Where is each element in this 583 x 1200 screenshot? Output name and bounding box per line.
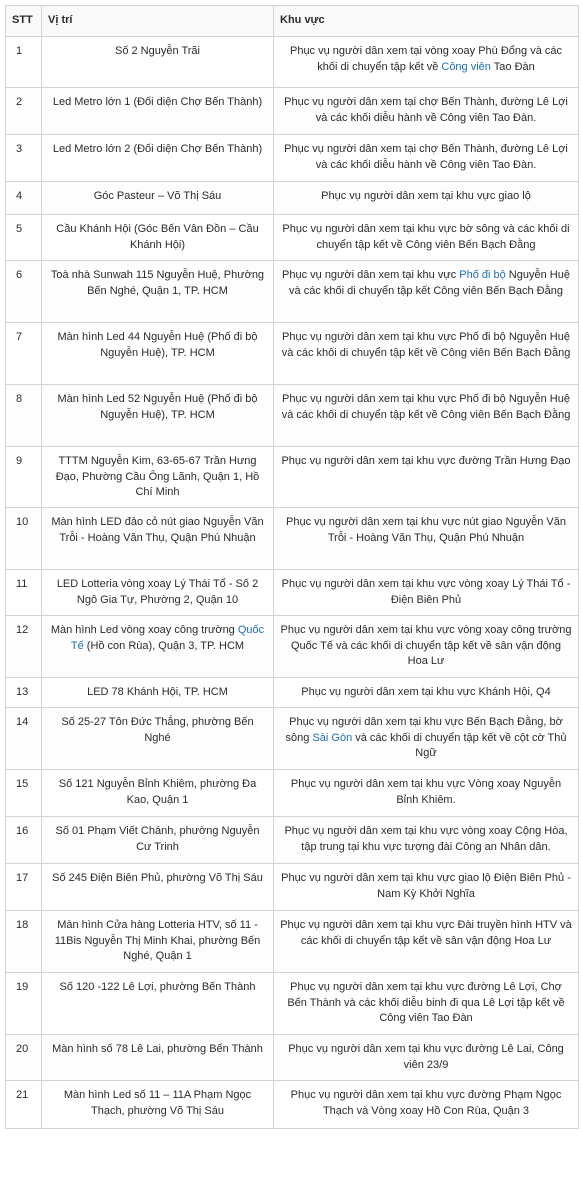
table-row bbox=[6, 385, 579, 447]
table-row bbox=[6, 770, 579, 817]
table-header-row bbox=[6, 6, 579, 37]
table-row bbox=[6, 817, 579, 864]
location-cell bbox=[42, 864, 274, 911]
location-cell bbox=[42, 135, 274, 182]
cell-text: Màn hình LED đảo cỏ nút giao Nguyễn Văn Trỗi - Hoàng Văn Thụ, Quận Phú Nhuận bbox=[51, 516, 264, 544]
row-number: 17 bbox=[6, 864, 42, 911]
location-cell bbox=[42, 911, 274, 973]
cell-text: Màn hình Cửa hàng Lotteria HTV, số 11 - 11Bis Nguyễn Thị Minh Khai, phường Bến Nghé, Quận 1 bbox=[54, 919, 261, 962]
area-cell bbox=[274, 817, 579, 864]
area-cell bbox=[274, 385, 579, 447]
location-cell bbox=[42, 616, 274, 678]
cell-text: Phục vụ người dân xem tại khu vực Vòng xoay Nguyễn Bỉnh Khiêm. bbox=[290, 778, 562, 806]
area-cell bbox=[274, 261, 579, 323]
header-location: Vị trí bbox=[42, 6, 274, 37]
location-cell bbox=[42, 447, 274, 508]
cell-text: Số 120 -122 Lê Lợi, phường Bến Thành bbox=[59, 981, 256, 993]
table-row bbox=[6, 261, 579, 323]
area-cell bbox=[274, 215, 579, 261]
row-number: 5 bbox=[6, 215, 42, 261]
row-number: 8 bbox=[6, 385, 42, 447]
inline-link[interactable]: Sài Gòn bbox=[312, 731, 353, 744]
table-row bbox=[6, 973, 579, 1035]
row-number: 15 bbox=[6, 770, 42, 817]
cell-text: Màn hình Led 52 Nguyễn Huệ (Phố đi bộ Nguyễn Huệ), TP. HCM bbox=[57, 393, 258, 421]
cell-text: Phục vụ người dân xem tại khu vực vòng xoay Cộng Hòa, tập trung tại khu vực tượng đài Công an Nhân dân. bbox=[284, 825, 568, 853]
cell-text: Phục vụ người dân xem tại khu vực đường Lê Lai, Công viên 23/9 bbox=[288, 1043, 564, 1071]
table-row bbox=[6, 616, 579, 678]
row-number: 16 bbox=[6, 817, 42, 864]
area-cell bbox=[274, 1081, 579, 1129]
table-row bbox=[6, 135, 579, 182]
area-cell bbox=[274, 1035, 579, 1081]
row-number: 19 bbox=[6, 973, 42, 1035]
table-row bbox=[6, 447, 579, 508]
row-number: 7 bbox=[6, 323, 42, 385]
area-cell bbox=[274, 678, 579, 708]
area-cell bbox=[274, 135, 579, 182]
cell-text: Phục vụ người dân xem tại chợ Bến Thành, đường Lê Lợi và các khối diễu hành về Công viên Tao Đàn. bbox=[284, 143, 568, 171]
row-number: 11 bbox=[6, 570, 42, 616]
cell-text: LED Lotteria vòng xoay Lý Thái Tổ - Số 2 Ngô Gia Tự, Phường 2, Quận 10 bbox=[56, 578, 259, 606]
cell-text: Phục vụ người dân xem tại khu vực bbox=[282, 269, 460, 281]
table-row bbox=[6, 864, 579, 911]
row-number: 13 bbox=[6, 678, 42, 708]
cell-text: Số 2 Nguyễn Trãi bbox=[115, 45, 200, 57]
location-cell bbox=[42, 385, 274, 447]
area-cell bbox=[274, 973, 579, 1035]
area-cell bbox=[274, 708, 579, 770]
row-number: 18 bbox=[6, 911, 42, 973]
table-row bbox=[6, 182, 579, 215]
location-cell bbox=[42, 261, 274, 323]
area-cell bbox=[274, 182, 579, 215]
location-cell bbox=[42, 708, 274, 770]
cell-text: Phục vụ người dân xem tại khu vực Phố đi bộ Nguyễn Huệ và các khối di chuyển tập kết về Công viên Bến Bạch Đằng bbox=[281, 331, 571, 359]
table-row bbox=[6, 1081, 579, 1129]
location-cell bbox=[42, 817, 274, 864]
row-number: 10 bbox=[6, 508, 42, 570]
cell-text: Màn hình Led 44 Nguyễn Huệ (Phố đi bộ Nguyễn Huệ), TP. HCM bbox=[57, 331, 258, 359]
area-cell bbox=[274, 323, 579, 385]
location-cell bbox=[42, 1081, 274, 1129]
cell-text: Phục vụ người dân xem tại chợ Bến Thành, đường Lê Lợi và các khối diễu hành về Công viên Tao Đàn. bbox=[284, 96, 568, 124]
cell-text: Phục vụ người dân xem tại khu vực đường Trần Hưng Đạo bbox=[281, 455, 571, 467]
cell-text: Phục vụ người dân xem tại khu vực đường Phạm Ngọc Thạch và Vòng xoay Hồ Con Rùa, Quận 3 bbox=[290, 1089, 562, 1117]
cell-text: Nguyễn Huệ và các khối di chuyển tập kết Công viên Bến Bạch Đằng bbox=[289, 269, 570, 297]
row-number: 4 bbox=[6, 182, 42, 215]
cell-text: và các khối di chuyển tập kết về cột cờ Thủ Ngữ bbox=[352, 731, 567, 759]
row-number: 3 bbox=[6, 135, 42, 182]
cell-text: Phục vụ người dân xem tại khu vực vòng xoay công trường Quốc Tế và các khối di chuyển tập kết về sân vận động Hoa Lư bbox=[280, 624, 572, 667]
cell-text: Số 25-27 Tôn Đức Thắng, phường Bến Nghé bbox=[61, 716, 254, 744]
table-row bbox=[6, 1035, 579, 1081]
cell-text: Phục vụ người dân xem tại khu vực Bến Bạch Đằng, bờ sông bbox=[285, 716, 563, 744]
cell-text: Số 245 Điện Biên Phủ, phường Võ Thị Sáu bbox=[52, 872, 263, 884]
cell-text: Màn hình Led vòng xoay công trường bbox=[50, 624, 238, 636]
row-number: 12 bbox=[6, 616, 42, 678]
table-row bbox=[6, 88, 579, 135]
cell-text: Góc Pasteur – Võ Thị Sáu bbox=[93, 190, 222, 202]
location-cell bbox=[42, 508, 274, 570]
table-row bbox=[6, 215, 579, 261]
cell-text: (Hồ con Rùa), Quận 3, TP. HCM bbox=[83, 639, 245, 652]
cell-text: Phục vụ người dân xem tại khu vực Phố đi bộ Nguyễn Huệ và các khối di chuyển tập kết về Công viên Bến Bạch Đằng bbox=[281, 393, 571, 421]
header-area: Khu vực bbox=[274, 6, 579, 37]
row-number: 1 bbox=[6, 37, 42, 88]
cell-text: Phục vụ người dân xem tại khu vực nút giao Nguyễn Văn Trỗi - Hoàng Văn Thụ, Quận Phú Nhuận bbox=[286, 516, 566, 544]
area-cell bbox=[274, 911, 579, 973]
cell-text: Số 01 Phạm Viết Chánh, phường Nguyễn Cư Trinh bbox=[55, 825, 260, 853]
row-number: 21 bbox=[6, 1081, 42, 1129]
row-number: 14 bbox=[6, 708, 42, 770]
area-cell bbox=[274, 447, 579, 508]
cell-text: Phục vụ người dân xem tại khu vực bờ sông và các khối di chuyển tập kết về Công viên Bến Bạch Đằng bbox=[282, 223, 570, 251]
table-row bbox=[6, 911, 579, 973]
inline-link[interactable]: Quốc Tế bbox=[70, 624, 265, 652]
cell-text: Phục vụ người dân xem tại khu vực giao lộ bbox=[321, 190, 531, 202]
cell-text: Màn hình số 78 Lê Lai, phường Bến Thành bbox=[52, 1043, 263, 1055]
area-cell bbox=[274, 770, 579, 817]
row-number: 20 bbox=[6, 1035, 42, 1081]
location-cell bbox=[42, 678, 274, 708]
cell-text: LED 78 Khánh Hội, TP. HCM bbox=[87, 686, 228, 698]
cell-text: Phục vụ người dân xem tại khu vực giao lộ Điện Biên Phủ - Nam Kỳ Khởi Nghĩa bbox=[281, 872, 571, 900]
table-row bbox=[6, 323, 579, 385]
table-row bbox=[6, 708, 579, 770]
location-cell bbox=[42, 88, 274, 135]
area-cell bbox=[274, 37, 579, 88]
location-cell bbox=[42, 570, 274, 616]
location-cell bbox=[42, 37, 274, 88]
cell-text: Phục vụ người dân xem tại khu vực Đài truyền hình HTV và các khối di chuyển tập kết về sân vận động Hoa Lư bbox=[280, 919, 572, 947]
row-number: 2 bbox=[6, 88, 42, 135]
cell-text: Cầu Khánh Hội (Góc Bến Vân Đồn – Cầu Khánh Hội) bbox=[56, 223, 259, 251]
location-cell bbox=[42, 770, 274, 817]
location-cell bbox=[42, 215, 274, 261]
cell-text: Phục vụ người dân xem tại khu vực Khánh Hội, Q4 bbox=[301, 686, 551, 698]
inline-link[interactable]: Công viên bbox=[441, 60, 491, 73]
table-row bbox=[6, 678, 579, 708]
cell-text: Led Metro lớn 1 (Đối diện Chợ Bến Thành) bbox=[52, 96, 263, 108]
cell-text: Phục vụ người dân xem tại khu vực vòng xoay Lý Thái Tổ - Điện Biên Phủ bbox=[281, 578, 571, 606]
area-cell bbox=[274, 88, 579, 135]
area-cell bbox=[274, 508, 579, 570]
row-number: 6 bbox=[6, 261, 42, 323]
row-number: 9 bbox=[6, 447, 42, 508]
locations-table bbox=[5, 5, 579, 1129]
location-cell bbox=[42, 323, 274, 385]
header-stt: STT bbox=[6, 6, 42, 37]
table-row bbox=[6, 570, 579, 616]
area-cell bbox=[274, 570, 579, 616]
cell-text: Màn hình Led số 11 – 11A Phạm Ngọc Thạch, phường Võ Thị Sáu bbox=[63, 1089, 252, 1117]
table-row bbox=[6, 37, 579, 88]
table-row bbox=[6, 508, 579, 570]
table-body bbox=[6, 37, 579, 1129]
location-cell bbox=[42, 182, 274, 215]
cell-text: Toà nhà Sunwah 115 Nguyễn Huệ, Phường Bến Nghé, Quận 1, TP. HCM bbox=[50, 269, 265, 297]
cell-text: Led Metro lớn 2 (Đối diện Chợ Bến Thành) bbox=[52, 143, 263, 155]
inline-link[interactable]: Phố đi bộ bbox=[459, 269, 506, 281]
cell-text: TTTM Nguyễn Kim, 63-65-67 Trần Hưng Đạo, Phường Cầu Ông Lãnh, Quận 1, Hồ Chí Minh bbox=[55, 455, 260, 498]
cell-text: Phục vụ người dân xem tại khu vực đường Lê Lợi, Chợ Bến Thành và các khối diễu binh đi qua Lê Lợi tập kết về Công viên Tao Đàn bbox=[287, 981, 565, 1024]
cell-text: Tao Đàn bbox=[490, 60, 535, 73]
cell-text: Số 121 Nguyễn Bỉnh Khiêm, phường Đa Kao, Quận 1 bbox=[58, 778, 257, 806]
cell-text: Phục vụ người dân xem tại vòng xoay Phù Đổng và các khối di chuyển tập kết về bbox=[289, 45, 562, 73]
area-cell bbox=[274, 864, 579, 911]
location-cell bbox=[42, 1035, 274, 1081]
location-cell bbox=[42, 973, 274, 1035]
area-cell bbox=[274, 616, 579, 678]
